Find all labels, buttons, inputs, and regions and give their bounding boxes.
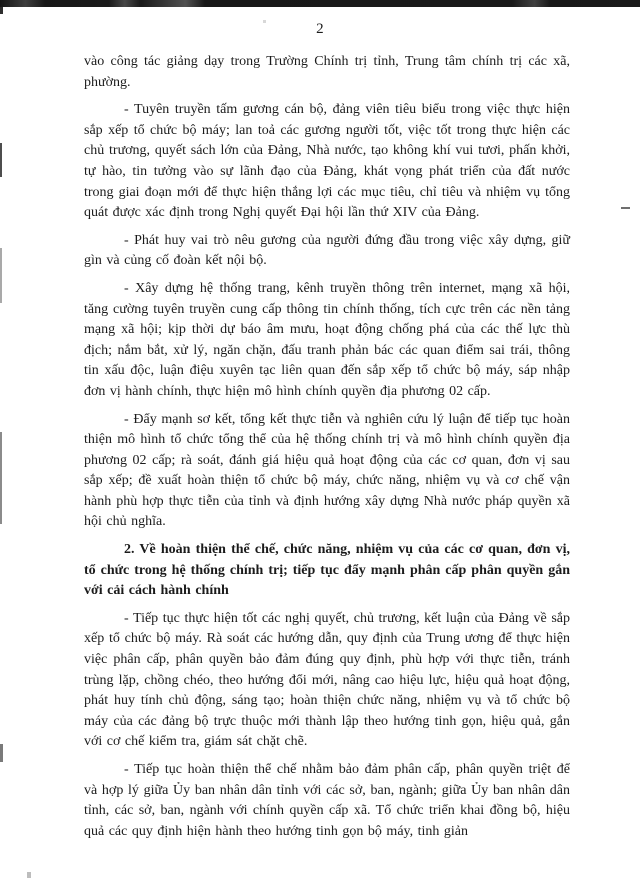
paragraph-bullet: - Tiếp tục thực hiện tốt các nghị quyết, chủ trương, kết luận của Đảng về sắp xếp tổ chức bộ máy. Rà soát các hướng dẫn, quy định của Trung ương để thực hiện việc phân cấp, phân quyền bảo đảm đúng quy định, phù hợp với thực tiễn, tránh trùng lặp, chồng chéo, theo hướng đổi mới, nâng cao hiệu lực, hiệu quả hoạt động, phát huy tính chủ động, sáng tạo; hoàn thiện chức năng, nhiệm vụ và tổ chức bộ máy của các đảng bộ trực thuộc mới thành lập theo hướng tinh gọn, hiệu quả, gắn với cơ chế kiểm tra, giám sát chặt chẽ. bbox=[84, 610, 570, 750]
paragraph-bullet: - Xây dựng hệ thống trang, kênh truyền thông trên internet, mạng xã hội, tăng cường tuyên truyền cung cấp thông tin chính thống, tích cực trên các nền tảng mạng xã hội; kịp thời dự báo âm mưu, hoạt động chống phá của các thế lực thù địch; nắm bắt, xử lý, ngăn chặn, đấu tranh phản bác các quan điểm sai trái, thông tin xấu độc, luận điệu xuyên tạc liên quan đến sắp xếp tổ chức bộ máy, sáp nhập đơn vị hành chính, thực hiện mô hình chính quyền địa phương 02 cấp. bbox=[84, 280, 570, 399]
scan-speck bbox=[0, 248, 2, 303]
document-body bbox=[84, 52, 570, 842]
scan-speck bbox=[0, 7, 3, 14]
scan-speck bbox=[0, 432, 2, 524]
scan-edge-artifact bbox=[0, 0, 640, 7]
scan-speck bbox=[0, 744, 3, 762]
paragraph-bullet: - Phát huy vai trò nêu gương của người đứng đầu trong việc xây dựng, giữ gìn và củng cố đoàn kết nội bộ. bbox=[84, 232, 570, 269]
scan-speck bbox=[27, 872, 31, 878]
paragraph-bullet: - Đẩy mạnh sơ kết, tổng kết thực tiễn và nghiên cứu lý luận để tiếp tục hoàn thiện mô hình tổ chức tổng thể của hệ thống chính trị và mô hình chính quyền địa phương 02 cấp; rà soát, đánh giá hiệu quả hoạt động của các cơ quan, đơn vị sau sắp xếp; đề xuất hoàn thiện tổ chức bộ máy, chức năng, nhiệm vụ và cơ chế vận hành phù hợp thực tiễn của tỉnh và định hướng xây dựng Nhà nước pháp quyền xã hội chủ nghĩa. bbox=[84, 411, 570, 530]
scan-speck bbox=[0, 143, 2, 177]
page-number: 2 bbox=[316, 21, 324, 37]
section-heading: 2. Về hoàn thiện thể chế, chức năng, nhiệm vụ của các cơ quan, đơn vị, tổ chức trong hệ thống chính trị; tiếp tục đẩy mạnh phân cấp phân quyền gắn với cải cách hành chính bbox=[84, 542, 570, 599]
paragraph-continuation: vào công tác giảng dạy trong Trường Chính trị tỉnh, Trung tâm chính trị các xã, phường. bbox=[84, 54, 570, 90]
scan-speck bbox=[263, 20, 266, 23]
paragraph-bullet: - Tiếp tục hoàn thiện thể chế nhằm bảo đảm phân cấp, phân quyền triệt để và hợp lý giữa Ủy ban nhân dân tỉnh với các sở, ban, ngành; giữa Ủy ban nhân dân tỉnh, các sở, ban, ngành với chính quyền cấp xã. Tổ chức triển khai đồng bộ, hiệu quả các quy định hiện hành theo hướng tinh gọn bộ máy, tinh giản bbox=[84, 762, 570, 839]
paragraph-bullet: - Tuyên truyền tấm gương cán bộ, đảng viên tiêu biểu trong việc thực hiện sắp xếp tổ chức bộ máy; lan toả các gương người tốt, việc tốt trong thực hiện các chủ trương, quyết sách lớn của Đảng, Nhà nước, tạo không khí vui tươi, phấn khởi, tự hào, tin tưởng vào sự lãnh đạo của Đảng, khát vọng phát triển của đất nước trong giai đoạn mới để thực hiện thắng lợi các mục tiêu, chỉ tiêu và nhiệm vụ tổng quát được xác định trong Nghị quyết Đại hội lần thứ XIV của Đảng. bbox=[84, 102, 570, 221]
scan-speck bbox=[621, 207, 630, 209]
